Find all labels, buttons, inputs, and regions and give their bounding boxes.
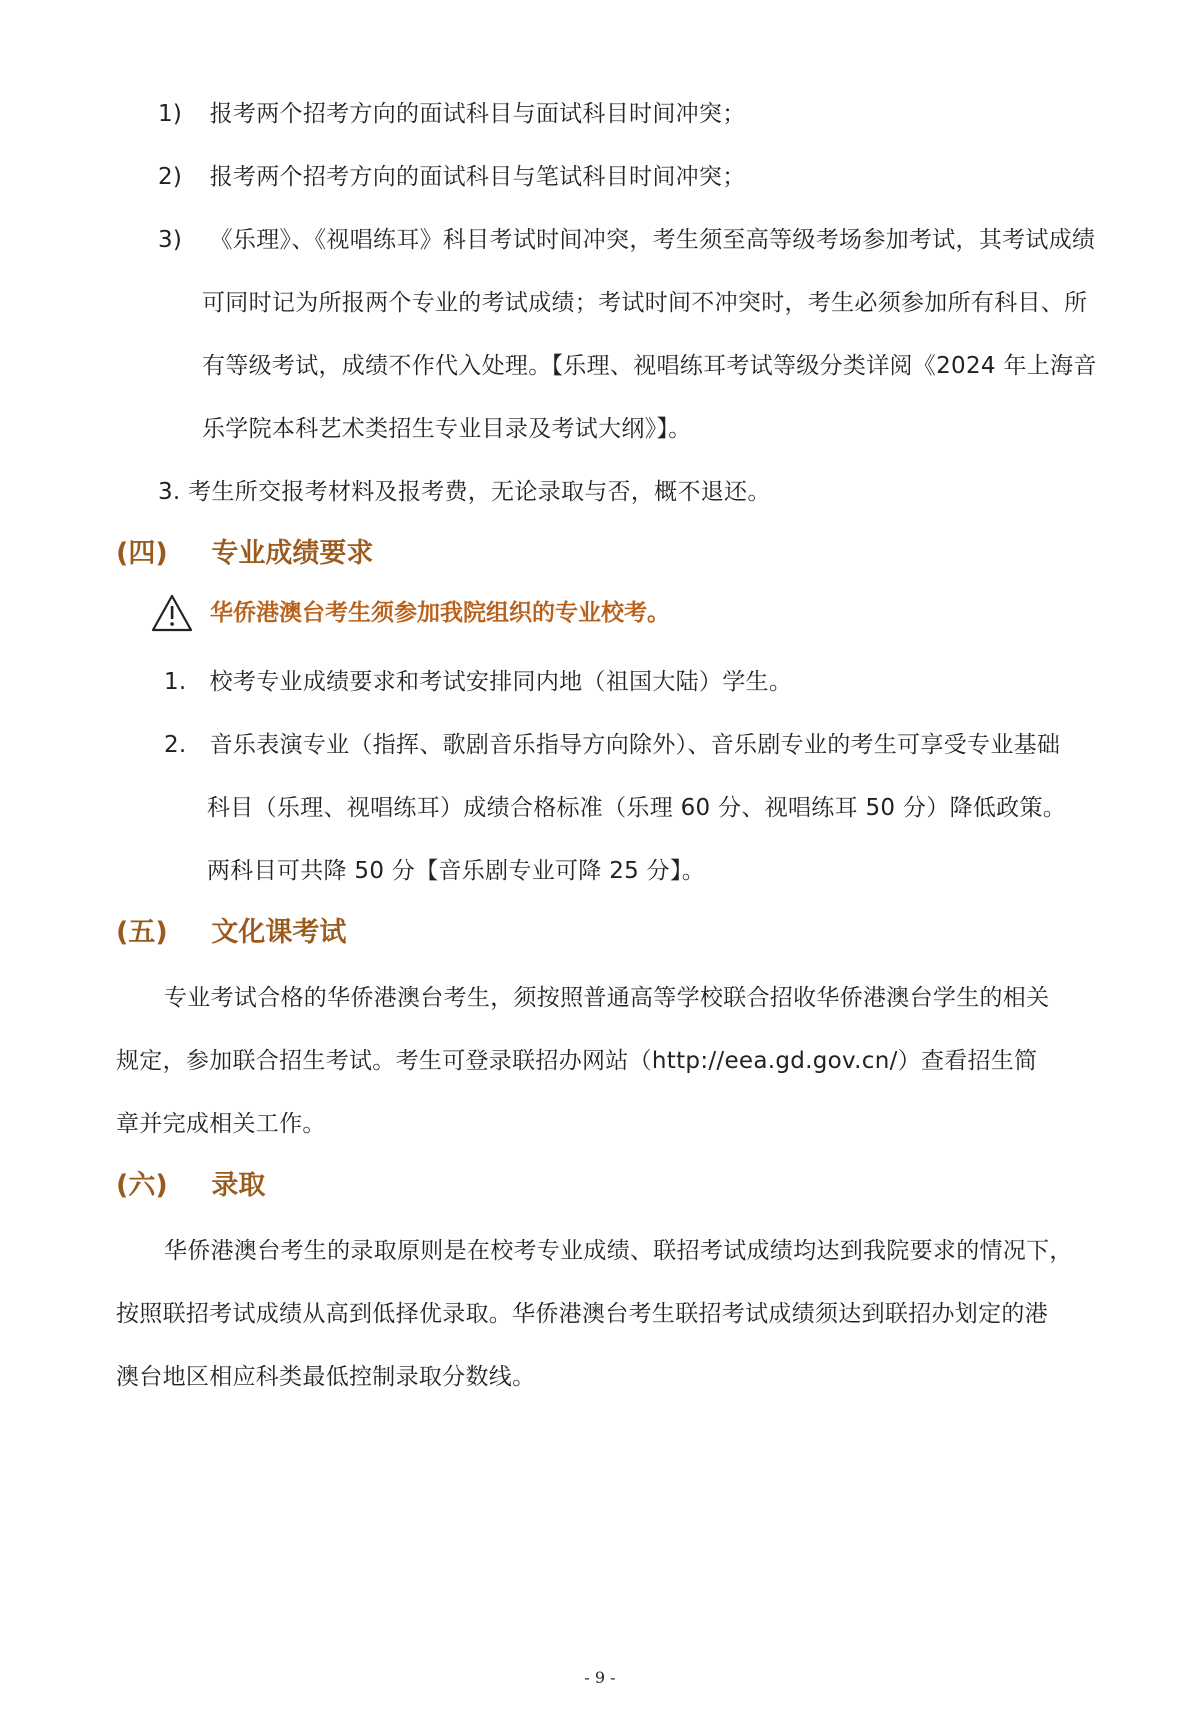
section-heading-4 [116,536,373,572]
section5-para-line: 章并完成相关工作。 [116,1111,326,1137]
section-title: 录取 [211,1170,266,1201]
section-heading-6 [116,1168,265,1204]
section6-para-line: 华侨港澳台考生的录取原则是在校考专业成绩、联招考试成绩均达到我院要求的情况下， [164,1238,1073,1264]
list-number: 2) [158,164,183,190]
list-number: 1) [158,101,183,127]
list-text: 报考两个招考方向的面试科目与面试科目时间冲突； [209,101,746,127]
list-number: 2. [164,732,187,758]
section-title: 文化课考试 [211,917,347,948]
section-number: (六) [116,1170,168,1201]
section-number: (四) [116,538,168,569]
section5-para-line: 专业考试合格的华侨港澳台考生，须按照普通高等学校联合招收华侨港澳台学生的相关 [164,985,1050,1011]
warning-triangle-icon [150,593,194,633]
section-heading-5 [116,915,346,951]
section6-para-line: 澳台地区相应科类最低控制录取分数线。 [116,1364,536,1390]
list-number: 3) [158,227,183,253]
page-number: - 9 - [584,1668,616,1687]
section-title: 专业成绩要求 [211,538,374,569]
list-item-2 [158,161,746,193]
list-item-3-cont: 可同时记为所报两个专业的考试成绩；考试时间不冲突时，考生必须参加所有科目、所 [202,290,1088,316]
section4-item-2-cont: 科目（乐理、视唱练耳）成绩合格标准（乐理 60 分、视唱练耳 50 分）降低政策。 [207,795,1067,821]
list-item-3 [158,224,1095,256]
list-text: 报考两个招考方向的面试科目与笔试科目时间冲突； [209,164,746,190]
list-text: 校考专业成绩要求和考试安排同内地（祖国大陆）学生。 [209,669,793,695]
section4-item-1 [164,666,792,698]
section6-para-line: 按照联招考试成绩从高到低择优录取。华侨港澳台考生联招考试成绩须达到联招办划定的港 [116,1301,1048,1327]
section4-item-2-cont: 两科目可共降 50 分【音乐剧专业可降 25 分】。 [207,858,706,884]
list-item-1 [158,98,746,130]
list-item-3-cont: 有等级考试，成绩不作代入处理。【乐理、视唱练耳考试等级分类详阅《2024 年上海音 [202,353,1097,379]
section5-para-line: 规定，参加联合招生考试。考生可登录联招办网站（http://eea.gd.gov.cn/）查看招生简 [116,1048,1038,1074]
list-text: 《乐理》、《视唱练耳》科目考试时间冲突，考生须至高等级考场参加考试，其考试成绩 [209,227,1096,253]
section-number: (五) [116,917,168,948]
list-item-3-cont: 乐学院本科艺术类招生专业目录及考试大纲》】。 [202,416,692,442]
section4-item-2 [164,729,1060,761]
list-number: 1. [164,669,187,695]
warning-text: 华侨港澳台考生须参加我院组织的专业校考。 [210,600,670,626]
list-text: 音乐表演专业（指挥、歌剧音乐指导方向除外）、音乐剧专业的考生可享受专业基础 [209,732,1061,758]
item-3: 3. 考生所交报考材料及报考费，无论录取与否，概不退还。 [158,479,771,505]
